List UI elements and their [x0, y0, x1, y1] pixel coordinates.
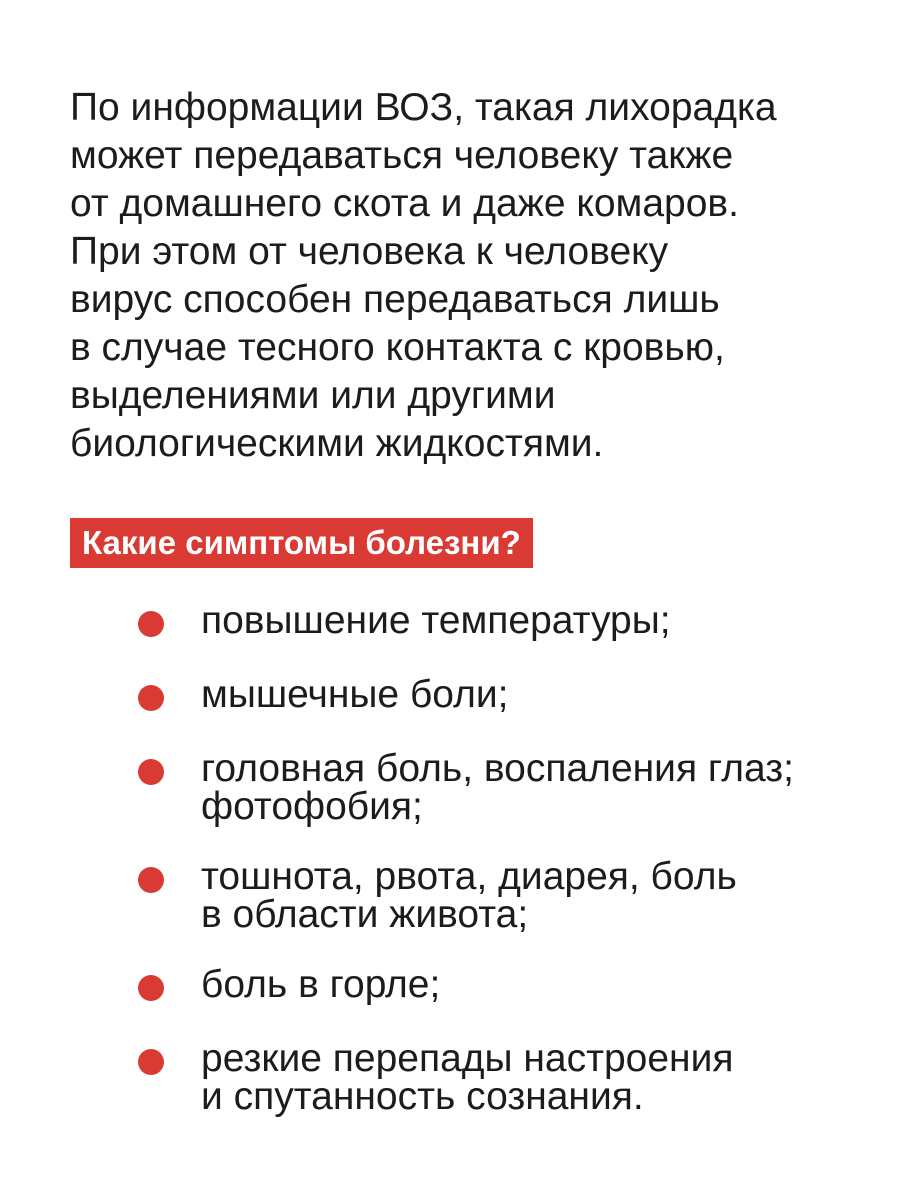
symptom-line: в области живота; — [201, 893, 529, 936]
bullet-dot-icon — [138, 867, 164, 893]
symptom-line: резкие перепады настроения — [201, 1037, 734, 1080]
intro-line: вирус способен передаваться лишь — [70, 278, 720, 321]
intro-line: в случае тесного контакта с кровью, — [70, 326, 725, 369]
symptom-line: головная боль, воспаления глаз; — [201, 747, 794, 790]
symptom-text — [201, 747, 794, 828]
intro-line: выделениями или другими — [70, 374, 556, 417]
bullet-dot-icon — [138, 759, 164, 785]
bullet-dot-icon — [138, 975, 164, 1001]
symptom-line: мышечные боли; — [201, 673, 509, 716]
intro-line: При этом от человека к человеку — [70, 230, 669, 273]
intro-line: может передаваться человеку также — [70, 134, 734, 177]
symptom-line: боль в горле; — [201, 963, 441, 1006]
symptom-text — [201, 963, 441, 1006]
section-heading: Какие симптомы болезни? — [70, 518, 533, 568]
symptom-line: и спутанность сознания. — [201, 1075, 644, 1118]
symptom-text — [201, 673, 509, 716]
symptom-line: тошнота, рвота, диарея, боль — [201, 855, 737, 898]
symptom-text — [201, 1037, 734, 1118]
symptom-line: повышение температуры; — [201, 599, 671, 642]
intro-paragraph — [70, 84, 860, 468]
symptom-line: фотофобия; — [201, 785, 423, 828]
bullet-dot-icon — [138, 1049, 164, 1075]
intro-line: от домашнего скота и даже комаров. — [70, 182, 739, 225]
intro-line: биологическими жидкостями. — [70, 422, 604, 465]
symptom-text — [201, 599, 671, 642]
bullet-dot-icon — [138, 685, 164, 711]
bullet-dot-icon — [138, 611, 164, 637]
symptom-text — [201, 855, 737, 936]
intro-line: По информации ВОЗ, такая лихорадка — [70, 86, 777, 129]
